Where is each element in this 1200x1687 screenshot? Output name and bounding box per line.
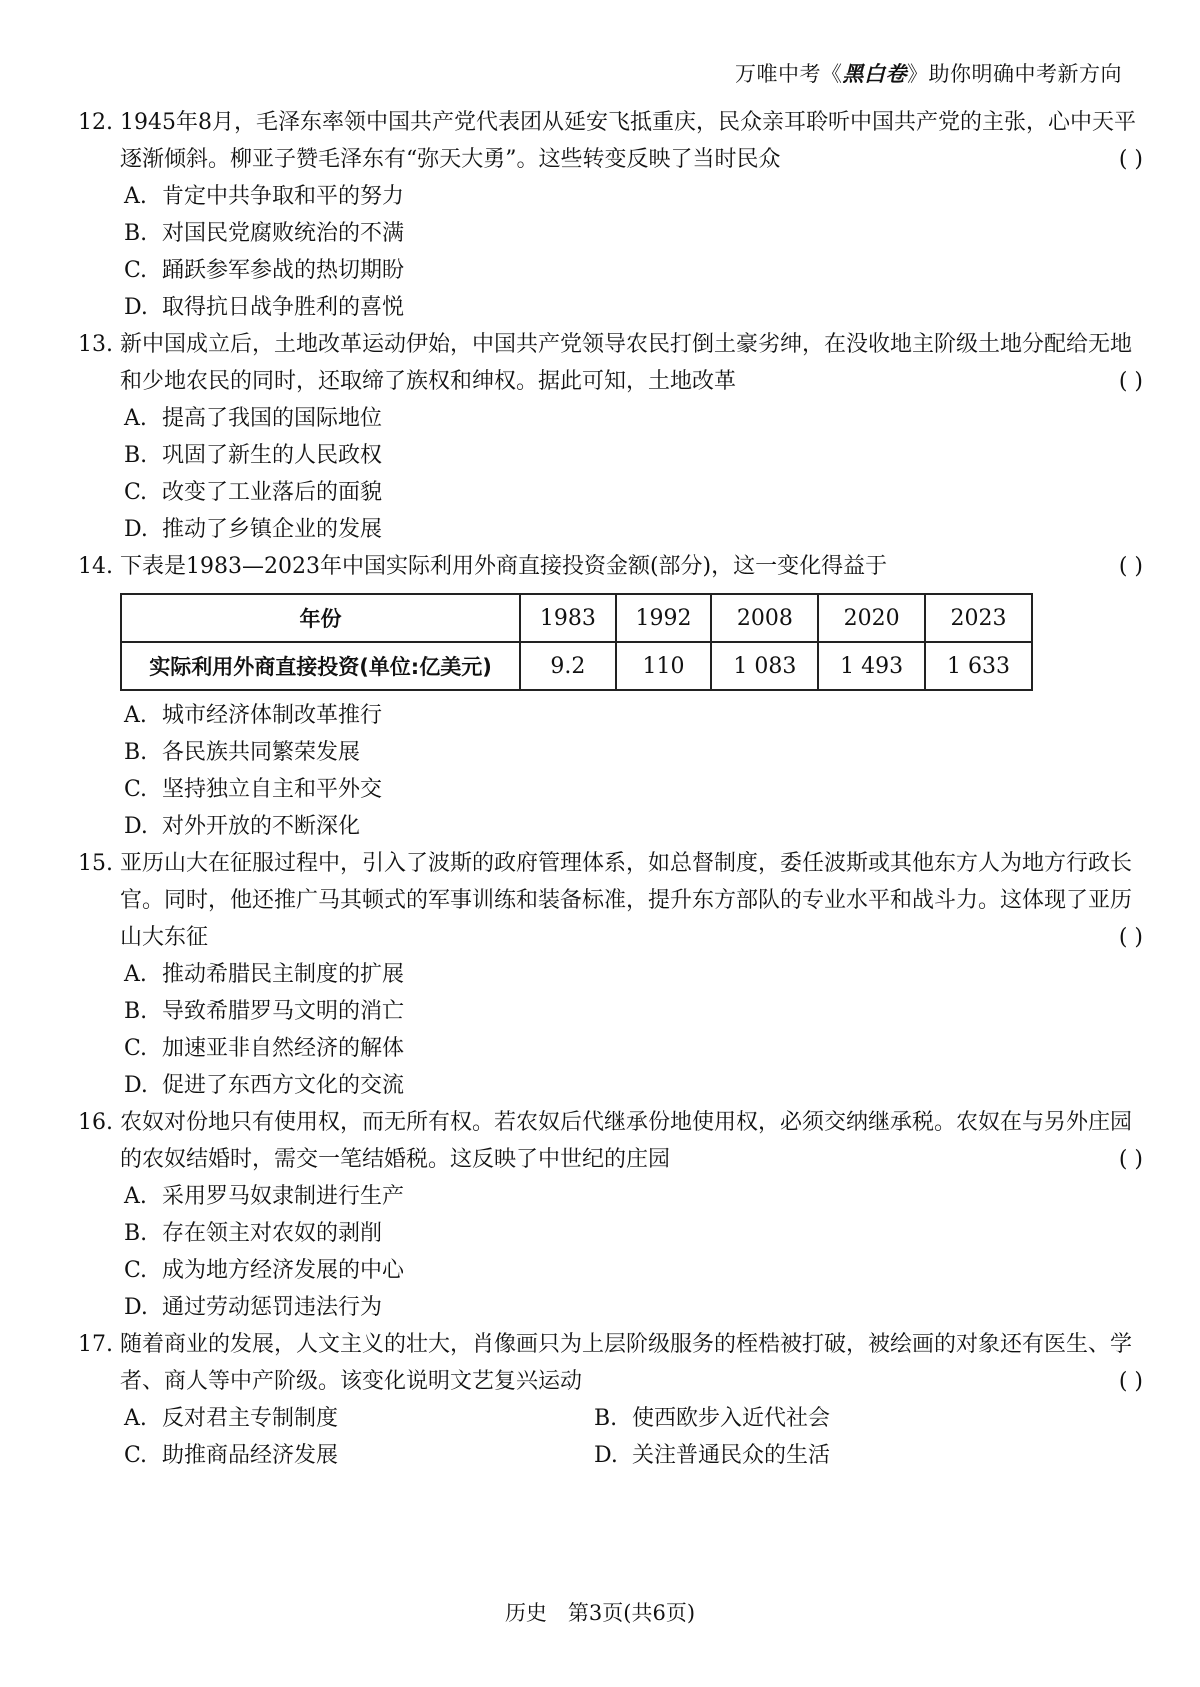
question-text: 1945年8月，毛泽东率领中国共产党代表团从延安飞抵重庆，民众亲耳聆听中国共产党的主张，心中天平逐渐倾斜。柳亚子赞毛泽东有“弥天大勇”。这些转变反映了当时民众 [120, 110, 1136, 172]
option-row [78, 1400, 1143, 1437]
question-list [78, 104, 1143, 1474]
table-value-cell: 1 493 [818, 642, 925, 690]
answer-bracket: ( ) [1118, 1369, 1143, 1394]
answer-bracket: ( ) [1118, 1147, 1143, 1172]
question-text: 随着商业的发展，人文主义的壮大，肖像画只为上层阶级服务的桎梏被打破，被绘画的对象还有医生、学者、商人等中产阶级。该变化说明文艺复兴运动 [120, 1332, 1133, 1394]
option-d[interactable]: D. 关注普通民众的生活 [594, 1443, 831, 1468]
question-number: 12. [78, 110, 113, 135]
question-stem [78, 326, 1143, 400]
question-16 [78, 1104, 1143, 1326]
answer-bracket: ( ) [1118, 554, 1143, 579]
option-a[interactable]: A. 城市经济体制改革推行 [124, 703, 383, 728]
option-row [78, 1437, 1143, 1474]
question-text: 新中国成立后，土地改革运动伊始，中国共产党领导农民打倒土豪劣绅，在没收地主阶级土地分配给无地和少地农民的同时，还取缔了族权和绅权。据此可知，土地改革 [120, 332, 1133, 394]
table-header-row [121, 594, 1032, 642]
table-year-cell: 2023 [925, 594, 1032, 642]
option-c[interactable]: C. 坚持独立自主和平外交 [124, 777, 383, 802]
question-number: 17. [78, 1332, 113, 1357]
question-number: 16. [78, 1110, 113, 1135]
option-c[interactable]: C. 成为地方经济发展的中心 [124, 1258, 405, 1283]
question-12 [78, 104, 1143, 326]
option-a[interactable]: A. 肯定中共争取和平的努力 [124, 184, 405, 209]
question-stem [78, 1326, 1143, 1400]
table-value-cell: 110 [616, 642, 712, 690]
question-number: 13. [78, 332, 113, 357]
question-text: 下表是1983—2023年中国实际利用外商直接投资金额(部分)，这一变化得益于 [120, 554, 888, 579]
page-footer: 历史 第3页(共6页) [504, 1601, 696, 1625]
fdi-table [120, 593, 1033, 691]
table-row-label: 实际利用外商直接投资(单位:亿美元) [121, 642, 520, 690]
question-stem [78, 1104, 1143, 1178]
option-b[interactable]: B. 存在领主对农奴的剥削 [124, 1221, 383, 1246]
option-d[interactable]: D. 对外开放的不断深化 [124, 814, 361, 839]
option-c[interactable]: C. 踊跃参军参战的热切期盼 [124, 258, 405, 283]
question-number: 15. [78, 851, 113, 876]
header-brand: 黑白卷 [842, 62, 907, 86]
question-17 [78, 1326, 1143, 1474]
option-a[interactable]: A. 推动希腊民主制度的扩展 [124, 962, 405, 987]
answer-bracket: ( ) [1118, 369, 1143, 394]
question-stem [78, 845, 1143, 956]
question-15 [78, 845, 1143, 1104]
table-year-cell: 1992 [616, 594, 712, 642]
question-number: 14. [78, 554, 113, 579]
answer-bracket: ( ) [1118, 925, 1143, 950]
option-c[interactable]: C. 加速亚非自然经济的解体 [124, 1036, 405, 1061]
header-suffix: 》助你明确中考新方向 [907, 62, 1122, 86]
table-value-cell: 1 083 [711, 642, 818, 690]
option-b[interactable]: B. 使西欧步入近代社会 [594, 1406, 831, 1431]
question-13 [78, 326, 1143, 548]
option-c[interactable]: C. 助推商品经济发展 [124, 1443, 339, 1468]
option-d[interactable]: D. 推动了乡镇企业的发展 [124, 517, 383, 542]
option-b[interactable]: B. 导致希腊罗马文明的消亡 [124, 999, 405, 1024]
table-header-label: 年份 [121, 594, 520, 642]
answer-bracket: ( ) [1118, 147, 1143, 172]
option-b[interactable]: B. 巩固了新生的人民政权 [124, 443, 383, 468]
header-prefix: 万唯中考《 [735, 62, 843, 86]
option-a[interactable]: A. 采用罗马奴隶制进行生产 [124, 1184, 405, 1209]
question-14 [78, 548, 1143, 845]
question-stem [78, 104, 1143, 178]
option-a[interactable]: A. 反对君主专制制度 [124, 1406, 339, 1431]
question-text: 农奴对份地只有使用权，而无所有权。若农奴后代继承份地使用权，必须交纳继承税。农奴在与另外庄园的农奴结婚时，需交一笔结婚税。这反映了中世纪的庄园 [120, 1110, 1133, 1172]
option-c[interactable]: C. 改变了工业落后的面貌 [124, 480, 383, 505]
question-stem [78, 548, 1143, 585]
table-value-cell: 1 633 [925, 642, 1032, 690]
option-d[interactable]: D. 取得抗日战争胜利的喜悦 [124, 295, 405, 320]
table-year-cell: 2020 [818, 594, 925, 642]
question-text: 亚历山大在征服过程中，引入了波斯的政府管理体系，如总督制度，委任波斯或其他东方人为地方行政长官。同时，他还推广马其顿式的军事训练和装备标准，提升东方部队的专业水平和战斗力。这体现了亚历山大东征 [120, 851, 1133, 950]
option-d[interactable]: D. 通过劳动惩罚违法行为 [124, 1295, 383, 1320]
table-row [121, 642, 1032, 690]
option-b[interactable]: B. 对国民党腐败统治的不满 [124, 221, 405, 246]
option-a[interactable]: A. 提高了我国的国际地位 [124, 406, 383, 431]
table-year-cell: 2008 [711, 594, 818, 642]
table-year-cell: 1983 [520, 594, 616, 642]
option-b[interactable]: B. 各民族共同繁荣发展 [124, 740, 361, 765]
option-d[interactable]: D. 促进了东西方文化的交流 [124, 1073, 405, 1098]
table-value-cell: 9.2 [520, 642, 616, 690]
page-header [735, 58, 1122, 88]
